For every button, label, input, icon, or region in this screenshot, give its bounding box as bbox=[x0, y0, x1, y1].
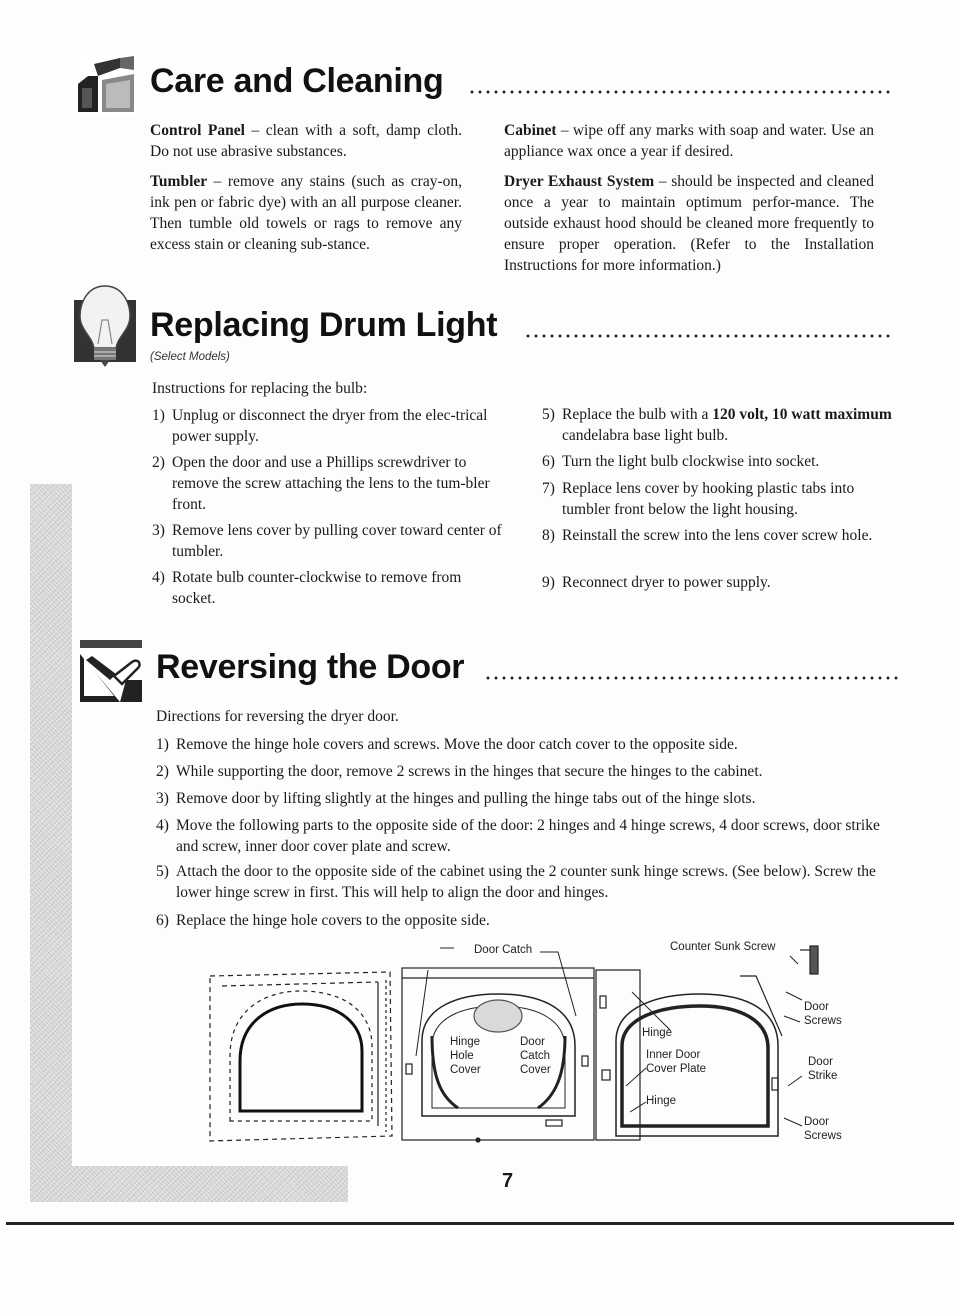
door-step: 5) Attach the door to the opposite side of the cabinet using the 2 counter sunk hinge screws. (See below). Screw the lower hinge screw in first. This will help to align the door and hinges. bbox=[156, 863, 876, 901]
drum-step: 3) Remove lens cover by pulling cover toward center of tumbler. bbox=[152, 522, 502, 560]
drum-intro: Instructions for replacing the bulb: bbox=[152, 380, 368, 397]
label-door-catch-cover: Door Catch Cover bbox=[520, 1036, 551, 1076]
drum-title: Replacing Drum Light bbox=[150, 306, 498, 344]
label-door-catch: Door Catch bbox=[474, 944, 533, 956]
door-intro: Directions for reversing the dryer door. bbox=[156, 708, 399, 725]
left-shaded-bar bbox=[30, 484, 72, 1202]
bulb-spec: 120 volt, 10 watt maximum bbox=[712, 406, 892, 423]
door-step: 3) Remove door by lifting slightly at the hinges and pulling the hinge tabs out of the hinge slots. bbox=[156, 790, 756, 807]
bottom-rule bbox=[6, 1222, 954, 1225]
door-step: 6) Replace the hinge hole covers to the opposite side. bbox=[156, 912, 490, 929]
label-hinge-top: Hinge bbox=[642, 1027, 673, 1039]
light-bulb-icon bbox=[74, 284, 136, 368]
bottom-shaded-bar bbox=[30, 1166, 348, 1202]
door-step: 1) Remove the hinge hole covers and screws. Move the door catch cover to the opposite side. bbox=[156, 736, 738, 753]
door-step: 4) Move the following parts to the opposite side of the door: 2 hinges and 4 hinge screws, 4 door screws, door strike and screw, inner door cover plate and screw. bbox=[156, 817, 880, 855]
drum-subtitle: (Select Models) bbox=[150, 351, 230, 363]
drum-step: 5) Replace the bulb with a 120 volt, 10 watt maximum candelabra base light bulb. bbox=[542, 406, 892, 444]
cabinet-text: Cabinet – wipe off any marks with soap and water. Use an appliance wax once a year if desired. bbox=[504, 122, 874, 160]
drum-step: 9) Reconnect dryer to power supply. bbox=[542, 574, 771, 591]
drum-step: 4) Rotate bulb counter-clockwise to remove from socket. bbox=[152, 569, 462, 607]
tumbler-heading: Tumbler bbox=[150, 173, 208, 190]
door-title: Reversing the Door bbox=[156, 648, 465, 686]
label-door-screws-top: Door Screws bbox=[804, 1001, 842, 1027]
drum-step: 2) Open the door and use a Phillips screwdriver to remove the screw attaching the lens to the tum-bler front. bbox=[152, 454, 490, 513]
drum-step: 1) Unplug or disconnect the dryer from the elec-trical power supply. bbox=[152, 407, 488, 445]
screwdriver-icon bbox=[80, 640, 142, 702]
label-hinge-hole-cover: Hinge Hole Cover bbox=[450, 1036, 481, 1076]
label-door-screws-bottom: Door Screws bbox=[804, 1116, 842, 1142]
drum-step: 6) Turn the light bulb clockwise into socket. bbox=[542, 453, 820, 470]
exhaust-text: Dryer Exhaust System – should be inspected and cleaned once a year to maintain optimum perfor-mance. The outside exhaust hood should be cleaned more frequently to ensure proper operation. (Refer to the Installation Instructions for more information.) bbox=[504, 173, 874, 274]
tumbler-text: Tumbler – remove any stains (such as cray-on, ink pen or fabric dye) with an all purpose cleaner. Then tumble old towels or rags to remove any excess stain or cleaning sub-stance. bbox=[150, 173, 462, 253]
door-step: 2) While supporting the door, remove 2 screws in the hinges that secure the hinges to the cabinet. bbox=[156, 763, 763, 780]
care-title-leader bbox=[468, 90, 890, 94]
drum-step: 7) Replace lens cover by hooking plastic tabs into tumbler front below the light housing. bbox=[542, 480, 855, 518]
exhaust-heading: Dryer Exhaust System bbox=[504, 173, 655, 190]
door-title-leader bbox=[484, 676, 902, 680]
care-title: Care and Cleaning bbox=[150, 62, 444, 100]
spray-bottle-icon bbox=[74, 54, 136, 116]
control-panel-text: Control Panel – clean with a soft, damp cloth. Do not use abrasive substances. bbox=[150, 122, 463, 160]
cabinet-heading: Cabinet bbox=[504, 122, 557, 139]
drum-title-leader bbox=[524, 334, 894, 338]
label-inner-door-cover-plate: Inner Door Cover Plate bbox=[646, 1049, 707, 1075]
page-number: 7 bbox=[502, 1170, 514, 1192]
label-counter-sunk-screw: Counter Sunk Screw bbox=[670, 941, 776, 953]
drum-step: 8) Reinstall the screw into the lens cover screw hole. bbox=[542, 527, 873, 544]
label-door-strike: Door Strike bbox=[808, 1056, 838, 1082]
control-panel-heading: Control Panel bbox=[150, 122, 245, 139]
label-hinge-bottom: Hinge bbox=[646, 1095, 677, 1107]
